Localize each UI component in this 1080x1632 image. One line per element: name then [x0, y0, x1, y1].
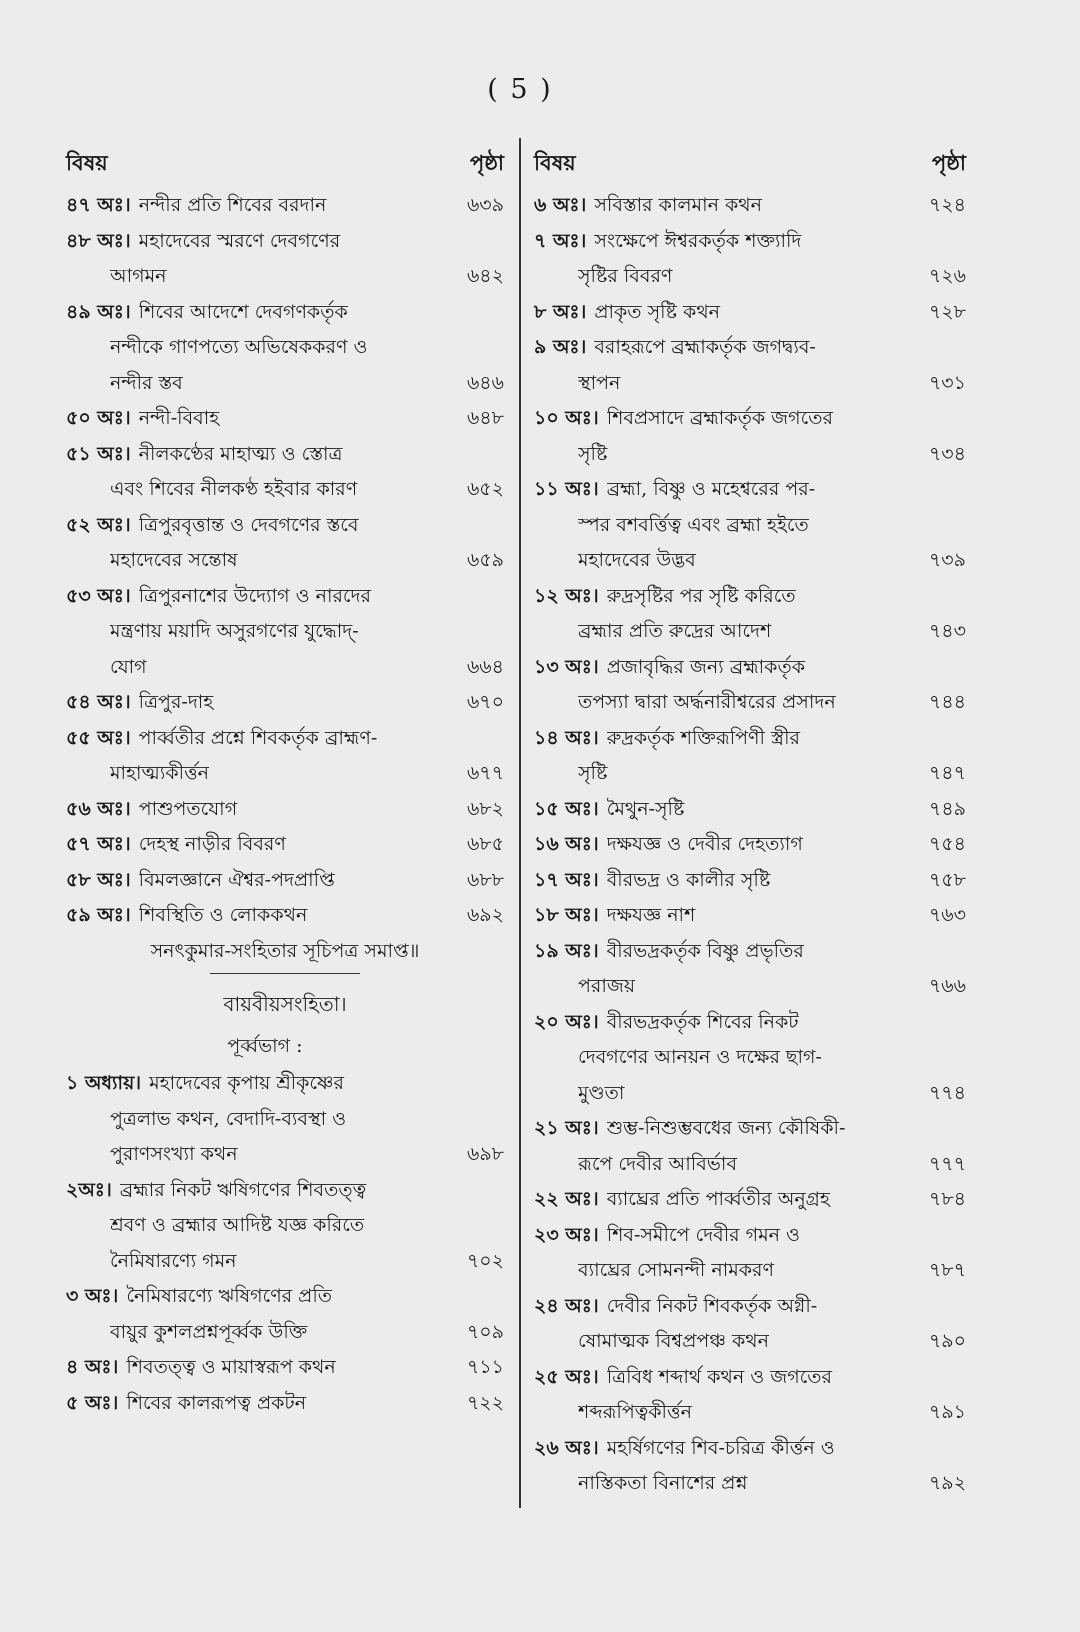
page-ref: ৬৪৮ — [466, 407, 504, 429]
toc-line — [534, 472, 966, 508]
page-number: ( 5 ) — [487, 74, 553, 105]
chapter-title: নন্দীর প্রতি শিবের বরদান — [138, 194, 327, 216]
toc-entry — [66, 721, 504, 792]
page-ref: ৭২২ — [466, 1391, 504, 1414]
chapter-title: শিবপ্রসাদে ব্রহ্মাকর্তৃক জগতের — [606, 407, 833, 429]
chapter-title: নীলকণ্ঠের মাহাত্ম্য ও স্তোত্র — [138, 442, 343, 465]
page-ref: ৬৫৯ — [466, 549, 504, 571]
toc-line — [534, 1395, 966, 1431]
toc-line — [66, 792, 504, 828]
chapter-number: ১১ অঃ। — [534, 478, 599, 500]
toc-line — [534, 792, 966, 828]
toc-entry — [66, 1066, 504, 1173]
page-ref: ৬৫২ — [466, 478, 504, 500]
toc-line — [66, 1173, 504, 1209]
toc-line — [534, 1040, 966, 1076]
page-ref: ৬৮৮ — [466, 868, 504, 891]
chapter-number: ২৬ অঃ। — [534, 1436, 599, 1459]
toc-line — [534, 1005, 966, 1041]
chapter-title: ব্যাঘ্রের সোমনন্দী নামকরণ — [578, 1259, 775, 1281]
chapter-title: শিবস্থিতি ও লোককথন — [138, 904, 308, 926]
chapter-title: মহাদেবের কৃপায় শ্রীকৃষ্ণের — [149, 1072, 345, 1094]
toc-entry — [66, 1350, 504, 1386]
chapter-title: সংক্ষেপে ঈশ্বরকর্তৃক শক্ত্যাদি — [594, 229, 802, 252]
chapter-number: ২৫ অঃ। — [534, 1365, 599, 1388]
toc-entry — [534, 1289, 966, 1360]
toc-line — [534, 650, 966, 686]
chapter-title: শিবের আদেশে দেবগণকর্তৃক — [138, 300, 348, 323]
chapter-number: ৫৮ অঃ। — [66, 868, 131, 891]
chapter-title: ত্রিপুর-দাহ — [138, 691, 214, 713]
chapter-number: ৯ অঃ। — [534, 336, 587, 358]
chapter-number: ২৩ অঃ। — [534, 1223, 599, 1246]
page-ref: ৭৩৯ — [928, 549, 966, 571]
chapter-number: ২অঃ। — [66, 1178, 112, 1201]
page-ref: ৭২৮ — [928, 300, 966, 323]
chapter-number: ১৯ অঃ। — [534, 939, 599, 962]
toc-line — [66, 1350, 504, 1386]
chapter-number: ১৬ অঃ। — [534, 833, 599, 855]
toc-entry — [534, 188, 966, 224]
chapter-title: মহাদেবের উদ্ভব — [578, 549, 696, 571]
page-ref: ৭৪৭ — [928, 762, 966, 784]
toc-entry — [534, 1111, 966, 1182]
chapter-title: মহাদেবের স্মরণে দেবগণের — [138, 229, 341, 252]
toc-entry — [534, 1218, 966, 1289]
toc-line — [534, 366, 966, 402]
chapter-number: ৬ অঃ। — [534, 194, 587, 216]
toc-entry — [534, 224, 966, 295]
page-ref: ৭৬৩ — [928, 904, 966, 926]
section-title: বায়বীয়সংহিতা। — [223, 992, 347, 1016]
page-ref: ৭৯০ — [928, 1330, 966, 1352]
chapter-title: নাস্তিকতা বিনাশের প্রশ্ন — [578, 1472, 748, 1494]
chapter-number: ২০ অঃ। — [534, 1010, 599, 1033]
page-ref: ৭২৪ — [928, 194, 966, 216]
toc-line — [534, 295, 966, 331]
chapter-number: ৫৯ অঃ। — [66, 904, 131, 926]
toc-line — [534, 1289, 966, 1325]
toc-entry — [66, 1279, 504, 1350]
chapter-number: ২১ অঃ। — [534, 1117, 599, 1139]
page-ref: ৬৭০ — [466, 691, 504, 713]
chapter-title: নন্দীর স্তব — [110, 371, 183, 394]
toc-entry — [66, 295, 504, 402]
chapter-title: নৈমিষারণ্যে গমন — [110, 1249, 237, 1272]
chapter-title: সৃষ্টি — [578, 442, 608, 465]
toc-line — [66, 543, 504, 579]
page-ref: ৭২৬ — [928, 265, 966, 287]
toc-line — [534, 721, 966, 757]
page-ref: ৭৬৬ — [928, 975, 966, 997]
page-ref: ৭০২ — [466, 1249, 504, 1272]
toc-line — [66, 1066, 504, 1102]
toc-entry — [66, 1386, 504, 1422]
chapter-title: বীরভদ্রকর্তৃক শিবের নিকট — [606, 1010, 799, 1033]
chapter-title: দেবগণের আনয়ন ও দক্ষের ছাগ- — [578, 1046, 822, 1068]
subject-heading: বিষয় — [66, 150, 108, 175]
chapter-title: বীরভদ্র ও কালীর সৃষ্টি — [606, 868, 771, 891]
toc-line — [534, 188, 966, 224]
page-ref: ৭৭৭ — [928, 1152, 966, 1175]
toc-entry — [534, 1360, 966, 1431]
chapter-title: এবং শিবের নীলকণ্ঠ হইবার কারণ — [110, 478, 358, 500]
toc-line — [66, 508, 504, 544]
closing-note: সনৎকুমার-সংহিতার সূচিপত্র সমাপ্ত॥ — [150, 939, 420, 962]
left-toc-list — [66, 188, 504, 934]
toc-entry — [534, 579, 966, 650]
toc-line — [534, 614, 966, 650]
chapter-number: ১৮ অঃ। — [534, 904, 599, 926]
page-ref: ৬৯৮ — [466, 1143, 504, 1165]
toc-entry — [534, 295, 966, 331]
chapter-number: ৫২ অঃ। — [66, 513, 131, 536]
toc-line — [534, 898, 966, 934]
toc-line — [534, 401, 966, 437]
subsection-title: পূর্ব্বভাগ : — [227, 1035, 303, 1057]
page-heading: পৃষ্ঠা — [931, 150, 966, 175]
chapter-title: মন্ত্রণায় ময়াদি অসুরগণের যুদ্ধোদ্- — [110, 620, 359, 642]
toc-entry — [534, 401, 966, 472]
toc-entry — [66, 579, 504, 686]
toc-line — [534, 685, 966, 721]
chapter-number: ১২ অঃ। — [534, 584, 599, 607]
toc-line — [66, 188, 504, 224]
chapter-title: নন্দী-বিবাহ — [138, 407, 220, 429]
toc-line — [534, 1253, 966, 1289]
chapter-title: মহাদেবের সন্তোষ — [110, 549, 238, 571]
toc-line — [66, 685, 504, 721]
chapter-title: বীরভদ্রকর্তৃক বিষ্ণু প্রভৃতির — [606, 939, 804, 962]
toc-entry — [66, 827, 504, 863]
page-ref: ৭১১ — [466, 1356, 504, 1378]
page-ref: ৭০৯ — [466, 1320, 504, 1343]
left-toc-list-2 — [66, 1066, 504, 1421]
toc-line — [534, 1076, 966, 1112]
toc-line — [534, 1147, 966, 1183]
chapter-number: ৫৩ অঃ। — [66, 584, 131, 607]
toc-line — [66, 437, 504, 473]
chapter-title: রূপে দেবীর আবির্ভাব — [578, 1152, 738, 1175]
toc-line — [534, 437, 966, 473]
toc-line — [66, 1315, 504, 1351]
chapter-number: ৪৮ অঃ। — [66, 229, 131, 252]
page-heading: পৃষ্ঠা — [469, 150, 504, 175]
chapter-number: ১৫ অঃ। — [534, 797, 599, 820]
toc-entry — [534, 650, 966, 721]
page-ref: ৬৮৫ — [466, 833, 504, 855]
chapter-title: শব্দরূপিত্বকীর্ত্তন — [578, 1401, 692, 1423]
toc-line — [66, 827, 504, 863]
toc-line — [66, 472, 504, 508]
toc-line — [534, 827, 966, 863]
chapter-title: বায়ুর কুশলপ্রশ্নপূর্ব্বক উক্তি — [110, 1320, 308, 1343]
chapter-title: সৃষ্টির বিবরণ — [578, 265, 673, 287]
page-ref: ৬৯২ — [466, 904, 504, 926]
chapter-title: পরাজয় — [578, 975, 636, 997]
chapter-number: ৫৭ অঃ। — [66, 833, 131, 855]
chapter-number: ১৩ অঃ। — [534, 655, 599, 678]
right-column — [534, 148, 966, 1502]
chapter-title: বিমলজ্ঞানে ঐশ্বর-পদপ্রাপ্তি — [138, 868, 335, 891]
chapter-number: ৫১ অঃ। — [66, 442, 131, 465]
chapter-title: শিবের কালরূপত্ব প্রকটন — [126, 1391, 307, 1414]
chapter-title: নন্দীকে গাণপত্যে অভিষেককরণ ও — [110, 336, 368, 358]
toc-entry — [66, 224, 504, 295]
chapter-title: ব্যাঘ্রের প্রতি পার্ব্বতীর অনুগ্রহ — [606, 1188, 830, 1210]
toc-entry — [534, 827, 966, 863]
toc-line — [66, 1386, 504, 1422]
toc-line — [66, 1137, 504, 1173]
toc-line — [66, 898, 504, 934]
page-ref: ৭৪৩ — [928, 620, 966, 642]
toc-entry — [534, 792, 966, 828]
toc-line — [66, 756, 504, 792]
chapter-title: রুদ্রসৃষ্টির পর সৃষ্টি করিতে — [606, 584, 796, 607]
toc-line — [66, 579, 504, 615]
toc-entry — [534, 330, 966, 401]
chapter-title: প্রাকৃত সৃষ্টি কথন — [594, 300, 720, 323]
chapter-title: মৈথুন-সৃষ্টি — [606, 797, 685, 820]
chapter-title: দেবীর নিকট শিবকর্তৃক অগ্নী- — [606, 1294, 818, 1317]
chapter-number: ১০ অঃ। — [534, 407, 599, 429]
chapter-title: রুদ্রকর্তৃক শক্তিরূপিণী স্ত্রীর — [606, 726, 800, 749]
toc-line — [534, 1324, 966, 1360]
chapter-number: ৫০ অঃ। — [66, 407, 131, 429]
chapter-number: ২৪ অঃ। — [534, 1294, 599, 1317]
toc-line — [534, 756, 966, 792]
toc-line — [534, 579, 966, 615]
toc-entry — [66, 792, 504, 828]
chapter-title: সবিস্তার কালমান কথন — [594, 194, 762, 216]
page-ref: ৬৪২ — [466, 265, 504, 287]
chapter-number: ২২ অঃ। — [534, 1188, 599, 1210]
chapter-title: পুরাণসংখ্যা কথন — [110, 1143, 238, 1165]
chapter-title: আগমন — [110, 265, 167, 287]
chapter-title: মহর্ষিগণের শিব-চরিত্র কীর্ত্তন ও — [606, 1436, 835, 1459]
toc-line — [66, 1102, 504, 1138]
chapter-number: ৩ অঃ। — [66, 1285, 119, 1307]
toc-line — [66, 1244, 504, 1280]
chapter-title: ষোমাত্মক বিশ্বপ্রপঞ্চ কথন — [578, 1330, 769, 1352]
chapter-title: সৃষ্টি — [578, 762, 608, 784]
page-ref: ৬৪৬ — [466, 371, 504, 394]
chapter-title: স্পর বশবর্ত্তিত্ব এবং ব্রহ্মা হইতে — [578, 513, 809, 536]
toc-entry — [534, 1005, 966, 1112]
chapter-title: দেহস্থ নাড়ীর বিবরণ — [138, 833, 286, 855]
chapter-title: নৈমিষারণ্যে ঋষিগণের প্রতি — [126, 1285, 333, 1307]
chapter-title: শিবতত্ত্ব ও মায়াস্বরূপ কথন — [126, 1356, 336, 1378]
toc-entry — [66, 508, 504, 579]
chapter-title: মুণ্ডতা — [578, 1081, 625, 1104]
left-column-header — [66, 148, 504, 188]
page-ref: ৭৯১ — [928, 1401, 966, 1423]
page-ref: ৭৪৯ — [928, 797, 966, 820]
page-ref: ৭৭৪ — [928, 1081, 966, 1104]
chapter-title: ব্রহ্মার প্রতি রুদ্রের আদেশ — [578, 620, 772, 642]
toc-line — [534, 508, 966, 544]
toc-line — [66, 650, 504, 686]
chapter-title: শ্রবণ ও ব্রহ্মার আদিষ্ট যজ্ঞ করিতে — [110, 1214, 365, 1236]
toc-entry — [66, 401, 504, 437]
toc-line — [534, 1431, 966, 1467]
toc-line — [534, 330, 966, 366]
chapter-title: ত্রিপুরনাশের উদ্যোগ ও নারদের — [138, 584, 371, 607]
chapter-title: স্থাপন — [578, 371, 621, 394]
toc-entry — [534, 863, 966, 899]
column-divider — [519, 138, 521, 1508]
page-ref: ৭৯২ — [928, 1472, 966, 1494]
toc-line — [66, 614, 504, 650]
chapter-title: দক্ষযজ্ঞ নাশ — [606, 904, 696, 926]
toc-line — [534, 543, 966, 579]
toc-line — [534, 1111, 966, 1147]
toc-line — [534, 1182, 966, 1218]
toc-line — [66, 1208, 504, 1244]
toc-entry — [66, 685, 504, 721]
chapter-number: ১ অধ্যায়। — [66, 1072, 142, 1094]
page-ref: ৭৫৪ — [928, 833, 966, 855]
section-rule — [210, 973, 360, 974]
chapter-title: পার্ব্বতীর প্রশ্নে শিবকর্তৃক ব্রাহ্মণ- — [138, 726, 378, 749]
page-ref: ৭৫৮ — [928, 868, 966, 891]
page-ref: ৭৪৪ — [928, 691, 966, 713]
page-ref: ৭৩১ — [928, 371, 966, 394]
chapter-title: তপস্যা দ্বারা অর্দ্ধনারীশ্বরের প্রসাদন — [578, 691, 836, 713]
chapter-number: ১৪ অঃ। — [534, 726, 599, 749]
page-ref: ৬৭৭ — [466, 762, 504, 784]
page-ref: ৬৮২ — [466, 797, 504, 820]
chapter-number: ৪৯ অঃ। — [66, 300, 131, 323]
page-ref: ৭৮৪ — [928, 1188, 966, 1210]
left-column — [66, 148, 504, 1421]
toc-line — [66, 1279, 504, 1315]
toc-line — [534, 224, 966, 260]
chapter-title: পুত্রলাভ কথন, বেদাদি-ব্যবস্থা ও — [110, 1107, 347, 1130]
chapter-title: বরাহরূপে ব্রহ্মাকর্তৃক জগদ্ব্যব- — [594, 336, 816, 358]
toc-line — [66, 401, 504, 437]
toc-line — [66, 330, 504, 366]
toc-entry — [534, 472, 966, 579]
toc-entry — [534, 1431, 966, 1502]
toc-entry — [66, 188, 504, 224]
toc-line — [66, 295, 504, 331]
toc-line — [534, 934, 966, 970]
toc-line — [534, 863, 966, 899]
page-ref: ৭৮৭ — [928, 1259, 966, 1281]
chapter-number: ৪৭ অঃ। — [66, 194, 131, 216]
chapter-title: শিব-সমীপে দেবীর গমন ও — [606, 1223, 801, 1246]
toc-entry — [66, 863, 504, 899]
right-toc-list — [534, 188, 966, 1502]
toc-line — [66, 863, 504, 899]
chapter-number: ৭ অঃ। — [534, 229, 587, 252]
chapter-title: শুম্ভ-নিশুম্ভবধের জন্য কৌষিকী- — [606, 1117, 846, 1139]
toc-entry — [66, 898, 504, 934]
chapter-number: ৫৫ অঃ। — [66, 726, 131, 749]
toc-entry — [534, 898, 966, 934]
chapter-title: মাহাত্ম্যকীর্ত্তন — [110, 762, 210, 784]
chapter-title: ত্রিপুরবৃত্তান্ত ও দেবগণের স্তবে — [138, 513, 359, 536]
chapter-title: যোগ — [110, 655, 147, 678]
toc-entry — [66, 437, 504, 508]
toc-line — [66, 366, 504, 402]
chapter-title: ত্রিবিধ শব্দার্থ কথন ও জগতের — [606, 1365, 833, 1388]
toc-line — [66, 224, 504, 260]
toc-line — [534, 1466, 966, 1502]
chapter-number: ১৭ অঃ। — [534, 868, 599, 891]
chapter-title: ব্রহ্মা, বিষ্ণু ও মহেশ্বরের পর- — [606, 478, 816, 500]
right-column-header — [534, 148, 966, 188]
toc-entry — [534, 721, 966, 792]
chapter-number: ৫ অঃ। — [66, 1391, 119, 1414]
chapter-title: প্রজাবৃদ্ধির জন্য ব্রহ্মাকর্তৃক — [606, 655, 806, 678]
toc-entry — [66, 1173, 504, 1280]
toc-line — [66, 259, 504, 295]
chapter-title: দক্ষযজ্ঞ ও দেবীর দেহত্যাগ — [606, 833, 803, 855]
page-ref: ৭৩৪ — [928, 442, 966, 465]
chapter-number: ৪ অঃ। — [66, 1356, 119, 1378]
toc-entry — [534, 1182, 966, 1218]
chapter-number: ৫৬ অঃ। — [66, 797, 131, 820]
chapter-title: ব্রহ্মার নিকট ঋষিগণের শিবতত্ত্ব — [119, 1178, 367, 1201]
toc-entry — [534, 934, 966, 1005]
toc-line — [66, 721, 504, 757]
toc-line — [534, 1218, 966, 1254]
toc-line — [534, 259, 966, 295]
chapter-number: ৮ অঃ। — [534, 300, 587, 323]
page-ref: ৬৬৪ — [466, 655, 504, 678]
subject-heading: বিষয় — [534, 150, 576, 175]
toc-line — [534, 1360, 966, 1396]
page-ref: ৬৩৯ — [466, 194, 504, 216]
chapter-title: পাশুপতযোগ — [138, 797, 238, 820]
chapter-number: ৫৪ অঃ। — [66, 691, 131, 713]
toc-line — [534, 969, 966, 1005]
